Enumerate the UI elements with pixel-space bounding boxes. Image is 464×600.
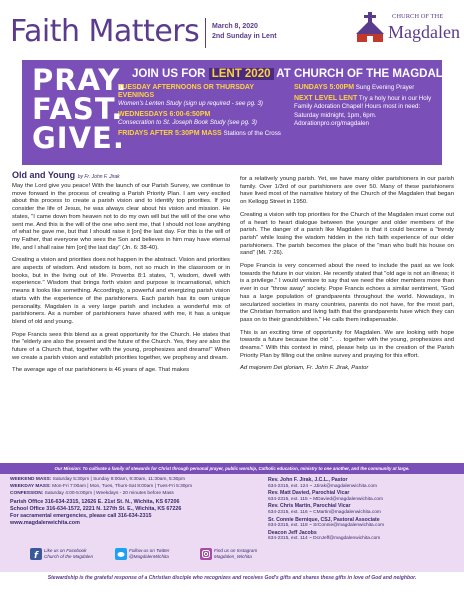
article-signature: Ad majorem Dei gloriam, Fr. John F. Jirak, Pastor <box>240 365 369 372</box>
article-paragraph: Creating a vision and priorities does not happen in the abstract. Vision and priorities are aspects of wisdom. And wisdom is born, not so much in the classroom or in books, but in the living out of life. Proverbs 8:1 states, "I, wisdom, dwell with experience." Wisdom that brings forth vision and purpose is incarnational, which means it looks like something. Accordingly, a powerful and energizing parish vision starts with the experience of the parishioners. Each parish has its own unique personality. Magdalen is a very large parish and includes a wonderful mix of parishioners. As a number of parishioners have shared with me, it has a unique blend of old and young. <box>12 257 230 325</box>
event-text: Sung Evening Prayer <box>355 84 415 91</box>
article-column-2 <box>240 176 454 378</box>
staff-name: Rev. John F. Jirak, J.C.L., Pastor <box>268 477 348 483</box>
event-text: Try a holy hour in our Holy Family Adoration Chapel! Hours most in need: Saturday midnight, 1pm, 6pm. Adorationpro.org/magdalen <box>294 95 432 127</box>
article-heading: Old and Young <box>12 170 76 180</box>
event-heading: WEDNESDAYS 6:00-6:50PM <box>118 110 211 118</box>
twitter-label: Follow us on Twitter <box>129 548 170 553</box>
staff-name: Rev. Matt Davied, Parochial Vicar <box>268 490 350 497</box>
newsletter-title: Faith Matters <box>10 14 200 49</box>
event-line <box>294 95 436 128</box>
church-logo-icon <box>354 12 386 42</box>
twitter-text <box>129 548 170 560</box>
website-link[interactable]: www.magdalenwichita.com <box>10 519 80 526</box>
weekend-mass-label: WEEKEND MASS: <box>10 477 52 482</box>
staff-contact[interactable]: 634-2315, ext. 116 ~ CMartin@magdalenwichita.com <box>268 509 381 515</box>
headline-pre: JOIN US FOR <box>132 68 206 80</box>
facebook-label: Like us on Facebook <box>44 548 87 553</box>
header-divider <box>205 18 206 48</box>
confession-times: Saturday 4:00-5:00pm | Weekdays - 20 minutes before Mass <box>44 490 174 496</box>
article-paragraph: This is an exciting time of opportunity for Magdalen. We are looking with hope towards a future because the old ". . . together with the young, prophesizes and dreams." With this context in mind, please help us in the creation of the Parish Priority Plan by filling out the online survey and praying for this effort. <box>240 329 454 359</box>
event-text: Consecration to St. Joseph Book Study (see pg. 3) <box>118 118 257 126</box>
article-paragraph: Pope Francis sees this blend as a great opportunity for the Church. He states that the "elderly are also the present and the future of the Church. Yes, they are also the future of a Church that, together with the young, prophesizes and dreams!" When we create a parish vision and establish priorities together, we prophesy and dream. <box>12 331 230 361</box>
article-paragraph: May the Lord give you peace! With the launch of our Parish Survey, we continue to move forward in the process of creating a Parish Priority Plan. I am very excited about this process to create a parish vision and to identify top priorities. If you consider the life of Jesus, he was always clear about his vision and mission. He states, "I came down from heaven not to do my own will but the will of the one who sent me. And this is the will of the one who sent me, that I should not lose anything of what he gave me, but that I should raise it [on] the last day. For this is the will of my Father, that everyone who sees the Son and believes in him may have eternal life, and I shall raise him [on] the last day" (Jn. 6: 38-40). <box>12 183 230 251</box>
confession-label: CONFESSION: <box>10 490 44 496</box>
instagram-link[interactable] <box>200 548 270 568</box>
banner-headline <box>132 68 463 80</box>
twitter-icon <box>115 548 127 560</box>
weekday-mass-line <box>10 484 250 491</box>
staff-directory <box>268 477 458 543</box>
event-text: Women's Lenten Study (sign up required - see pg. 3) <box>118 100 263 108</box>
pray-text: PRAY. <box>32 63 128 97</box>
weekday-mass-label: WEEKDAY MASS: <box>10 483 51 489</box>
event-heading: FRIDAYS AFTER 5:30PM MASS <box>118 130 222 138</box>
twitter-link[interactable] <box>115 548 190 568</box>
lent-banner <box>22 60 463 165</box>
event-heading: SUNDAYS 5:00PM <box>294 84 355 91</box>
stewardship-statement: Stewardship is the grateful response of a Christian disciple who recognizes and receives God's gifts and shares these gifts in love of God and neighbor. <box>47 575 417 581</box>
issue-subtitle: 2nd Sunday in Lent <box>212 33 277 40</box>
header-date-block <box>212 22 277 42</box>
facebook-icon <box>30 548 42 560</box>
mission-statement: Our Mission: To cultivate a family of stewards for Christ through personal prayer, public worship, Catholic education, ministry to one another, and the community at large. <box>0 463 464 474</box>
confession-line <box>10 491 250 498</box>
event-line <box>294 84 436 92</box>
staff-contact[interactable]: 634-2315, ext. 115 ~ MDavied@magdalenwichita.com <box>268 496 384 502</box>
facebook-text <box>44 548 93 560</box>
article-byline: by Fr. John F. Jirak <box>77 174 120 180</box>
banner-left-column <box>118 84 288 138</box>
staff-name: Sr. Connie Bernique, CSJ, Pastoral Associate <box>268 516 380 523</box>
event-text: Stations of the Cross <box>223 130 281 138</box>
staff-contact[interactable]: 634-2315, ext. 118 ~ SrConnie@magdalenwichita.com <box>268 523 385 529</box>
weekend-mass-times: Saturday 5:30pm | Sunday 8:00am, 9:30am, 11:30am, 5:30pm <box>52 477 186 482</box>
staff-name: Rev. Chris Martin, Parochial Vicar <box>268 503 351 510</box>
article-paragraph: for a relatively young parish. Yet, we have many older parishioners in our parish family. Over 1/3rd of our parishioners are over 50. Many of these parishioners have lived most of the narrative history of the Church of the Magdalen that began on Kellogg Street in 1950. <box>240 176 454 206</box>
event-line <box>118 130 288 138</box>
school-office-info: School Office 316-634-1572, 2221 N. 127th St. E., Wichita, KS 67226 <box>10 506 182 513</box>
issue-date: March 8, 2020 <box>212 23 258 30</box>
instagram-icon <box>200 548 212 560</box>
twitter-handle: @MagdalenWichita <box>129 554 169 559</box>
facebook-handle: Church of the Magdalen <box>44 554 94 559</box>
article-title <box>12 170 120 180</box>
parish-office-info: Parish Office 316-634-2315, 12626 E. 21st St. N., Wichita, KS 67206 <box>10 499 180 506</box>
emergency-info: For sacramental emergencies, please call 316-634-2315 <box>10 512 152 519</box>
fast-text: FAST. <box>32 92 124 126</box>
instagram-label: Find us on Instagram <box>214 548 258 553</box>
facebook-link[interactable] <box>30 548 100 568</box>
instagram-text <box>214 548 257 560</box>
logo-church-text: CHURCH OF THE <box>392 13 444 20</box>
mass-schedule <box>10 477 250 527</box>
headline-lent: LENT 2020 <box>209 68 274 80</box>
headline-post: AT CHURCH OF THE MAGDALEN! <box>276 68 463 80</box>
event-heading: TUESDAY AFTERNOONS OR THURSDAY EVENINGS <box>118 84 254 100</box>
banner-right-column <box>294 84 436 128</box>
staff-name: Deacon Jeff Jacobs <box>268 529 317 536</box>
article-column-1 <box>12 183 230 380</box>
newsletter-header <box>0 0 464 58</box>
svg-text:f: f <box>34 551 38 560</box>
event-heading: NEXT LEVEL LENT <box>294 95 358 103</box>
staff-contact[interactable]: 634-2315, ext. 114 ~ DcnJeff@magdalenwichita.com <box>268 536 381 542</box>
give-text: GIVE. <box>32 121 125 155</box>
weekend-mass-line <box>10 477 250 484</box>
article-paragraph: The average age of our parishioners is 46 years of age. That makes <box>12 367 190 374</box>
article-paragraph: Pope Francis is very concerned about the need to include the past as we look towards the future in our vision. He recently stated that "old age is not an illness; it is a privilege." I would venture to say that we need the older members more than ever in our "throw away" society. Pope Francis echoes a similar sentiment, "God has a large population of grandparents throughout the world. Nowadays, in secularized societies in many countries, parents do not have, for the most part, the Christian formation and living faith that the grandparents have which they can pass on to their grandchildren." He calls them indispensable. <box>240 263 454 323</box>
pray-fast-give <box>32 63 128 155</box>
staff-contact[interactable]: 634-2315, ext. 124 ~ JJirak@magdalenwichita.com <box>268 483 377 489</box>
instagram-handle: Magdalen_Wichita <box>214 554 252 559</box>
logo-name-text: Magdalen <box>388 22 460 42</box>
weekday-mass-times: Mon-Fri 7:00am | Mon, Tues, Thurs-Sat 8:00am | Tues-Fri 5:30pm <box>52 483 193 489</box>
article-paragraph: Creating a vision with top priorities for the Church of the Magdalen must come out of a heart to heart dialogue between the younger and older members of the parish. The danger of a parish like Magdalen is that it could become a "trendy parish" while losing the wisdom hidden in the rich faith experience of our older parishioners. The parish becomes the place of the "man who built his house on sand" (Mt. 7:26). <box>240 211 454 257</box>
